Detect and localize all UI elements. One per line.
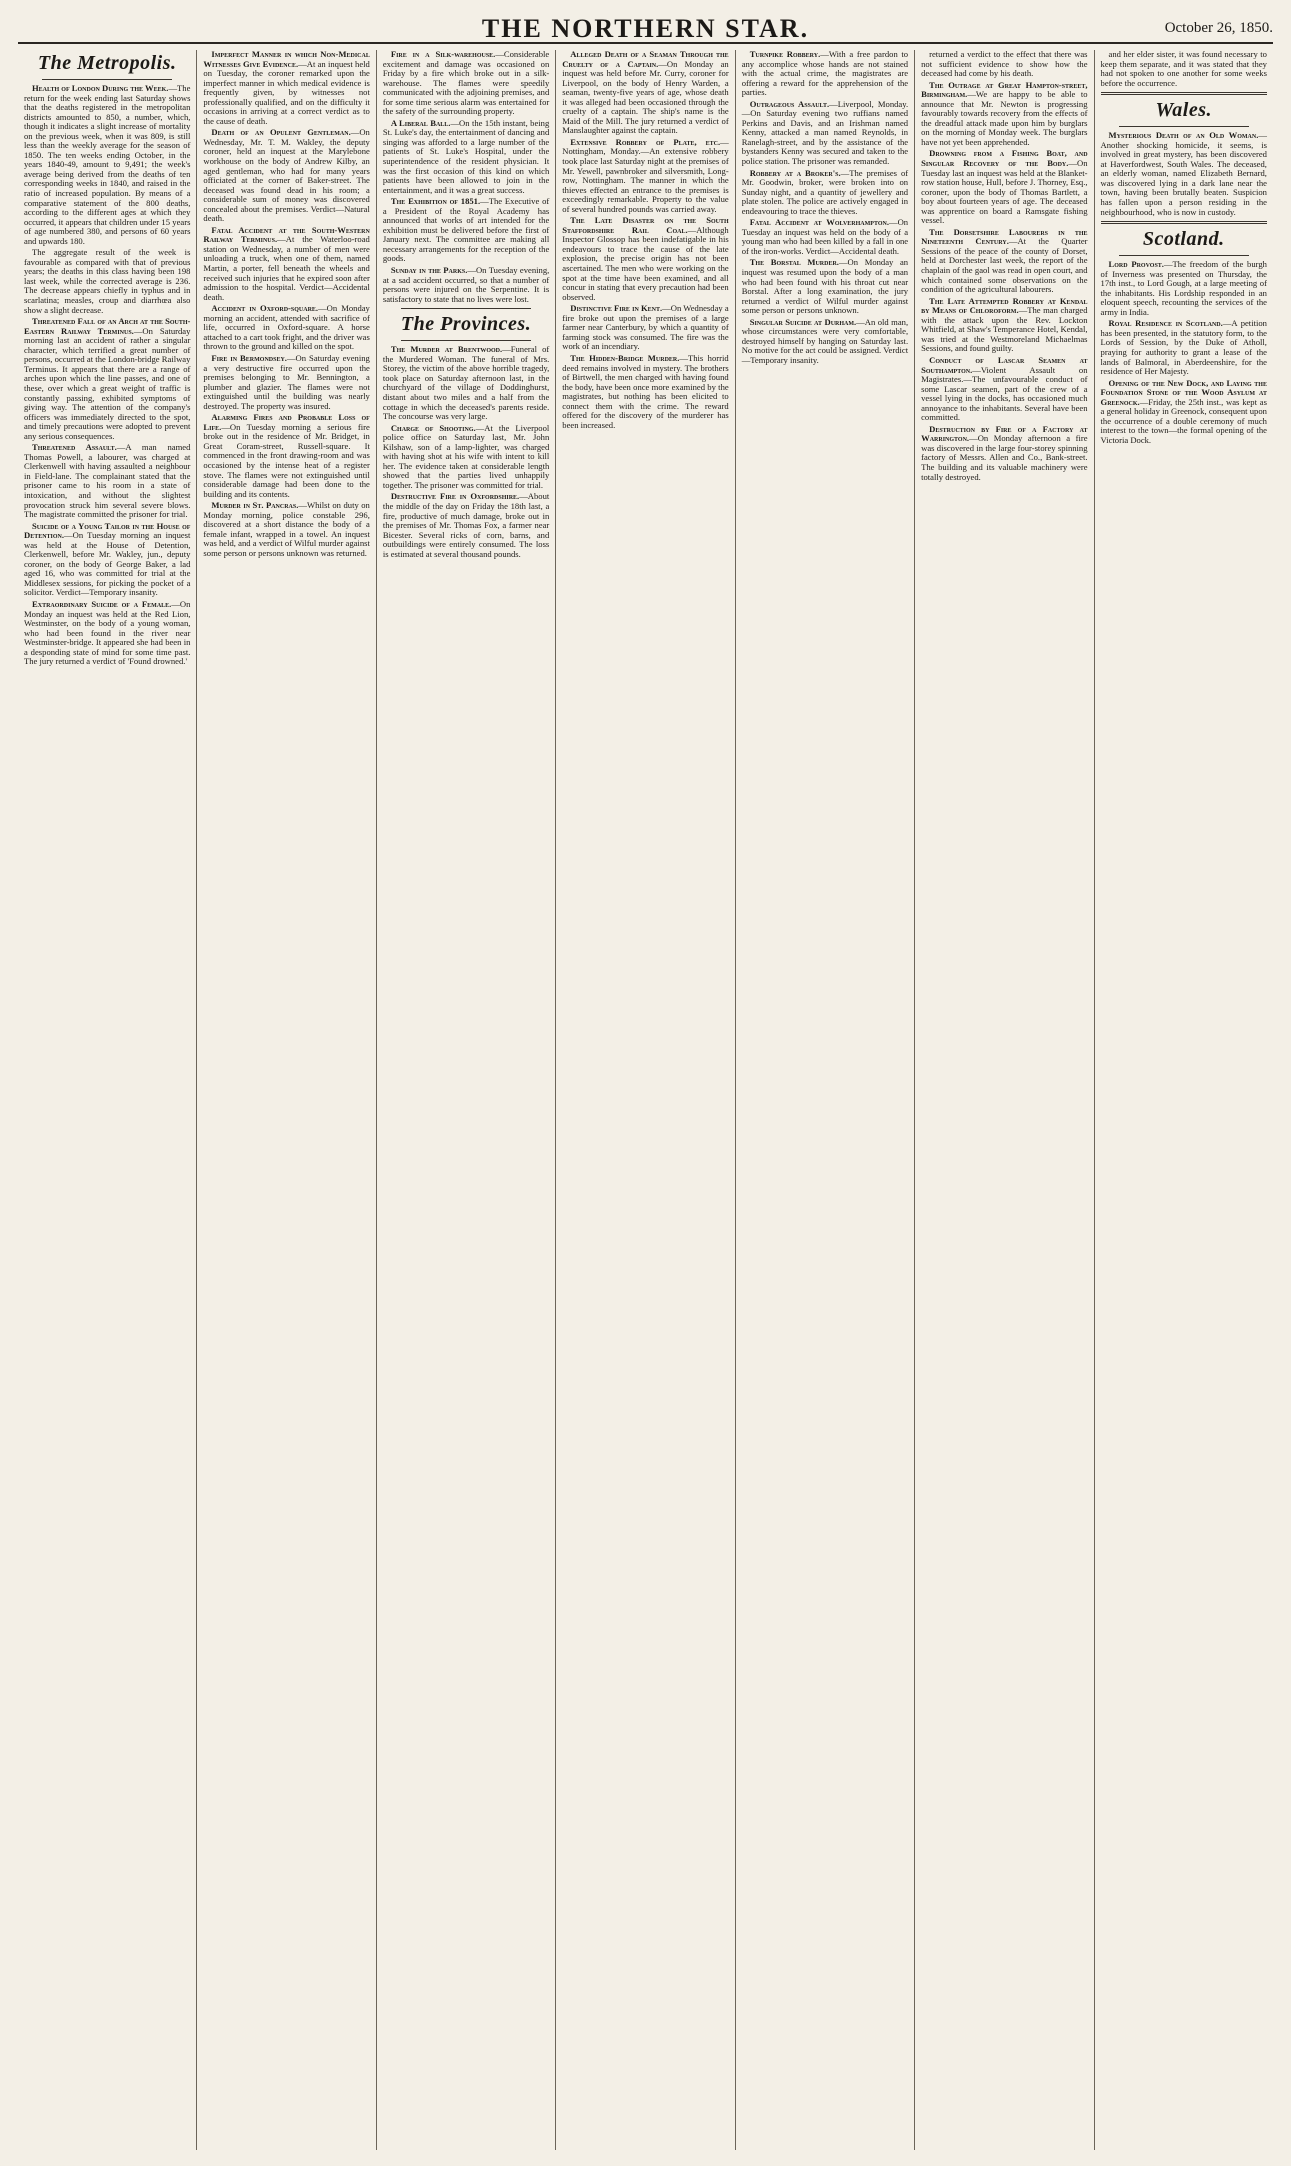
article-paragraph — [203, 128, 369, 223]
divider — [401, 340, 531, 341]
columns — [18, 50, 1273, 2150]
article-headline: Fire in a Silk-warehouse. — [390, 50, 496, 59]
article-headline: Royal Residence in Scotland. — [1108, 318, 1223, 329]
article-headline: The Hidden-Bridge Murder. — [570, 352, 680, 363]
article-paragraph — [921, 50, 1087, 79]
article-paragraph — [203, 354, 369, 411]
article-body: —Nottingham, Monday.—An extensive robbery took place last Saturday night at the premises of Mr. Yewell, pawnbroker and silversmith, Long-row, Nottingham. The manner in which the thieves effected an entrance to the premises is exceedingly remarkable. Property to the value of several hundred pounds was carried away. — [562, 136, 729, 214]
article-paragraph — [203, 501, 369, 558]
section-heading-scotland: Scotland. — [1142, 228, 1225, 251]
article-body: —The premises of Mr. Goodwin, broker, were broken into on Sunday night, and a quantity of jewellery and plate stolen. The police are actively engaged in endeavouring to trace the thieves. — [741, 167, 909, 216]
article-body: —On Tuesday morning an inquest was held at the House of Detention, Clerkenwell, before Mr. Wakley, jun., deputy coroner, on the body of George Baker, a lad aged 16, who was committed for trial at the Middlesex sessions, for picking the pocket of a solicitor. Verdict—Temporary insanity. — [24, 530, 191, 598]
article-headline: Destructive Fire in Oxfordshire. — [390, 491, 520, 502]
article-headline: Robbery at a Broker's. — [749, 167, 841, 178]
article-body: —Violent Assault on Magistrates.—The unfavourable conduct of some Lascar seamen, part of the crew of a vessel lying in the docks, has occasioned much annoyance to the inhabitants. Several have been committed. — [921, 364, 1088, 423]
article-paragraph — [562, 138, 728, 214]
article-paragraph — [562, 50, 728, 136]
section-heading-wales: Wales. — [1155, 99, 1212, 122]
article-body: —An old man, whose circumstances were very comfortable, destroyed himself by hanging on Saturday last. No motive for the act could be assigned. Verdict—Temporary insanity. — [741, 316, 909, 365]
article-body: —On Monday morning an accident, attended with sacrifice of life, occurred in Oxford-square. A horse attached to a cart took fright, and the driver was thrown to the ground and killed on the spot. — [203, 303, 370, 352]
article-body: —On Wednesday, Mr. T. M. Wakley, the deputy coroner, held an inquest at the Marylebone workhouse on the body of Andrew Kilby, an aged gentleman, who had for many years officiated at the corner of Baker-street. The deceased was found dead in his room; a considerable sum of money was discovered concealed about the premises. Verdict—Natural death. — [203, 127, 370, 224]
article-paragraph — [24, 600, 190, 667]
article-headline: The Borstal Murder. — [749, 257, 839, 268]
article-headline: The Dorsetshire Labourers in the Nineteenth Century. — [921, 226, 1088, 247]
article-headline: Murder in St. Pancras. — [211, 500, 299, 511]
article-paragraph — [24, 84, 190, 246]
article-paragraph — [1101, 319, 1267, 376]
article-body: —Although Inspector Glossop has been indefatigable in his endeavours to trace the cause of the late explosion, the precise origin has not been ascertained. The men who were working on the spot at the time have been examined, and all concur in stating that every precaution had been observed. — [562, 224, 729, 302]
article-headline: Death of an Opulent Gentleman. — [211, 127, 351, 138]
article-body: —On Tuesday evening, at a sad accident occurred, so that a number of persons were injured on the Serpentine. It is satisfactory to state that no lives were lost. — [382, 265, 550, 304]
article-body: —We are happy to be able to announce that Mr. Newton is progressing favourably towards recovery from the effects of the dreadful attack made upon him by burglars on the morning of Monday week. The burglars have not yet been apprehended. — [921, 89, 1088, 147]
article-paragraph — [742, 218, 908, 256]
article-body: —On Saturday morning last an accident of rather a singular character, which terrified a great number of persons, occurred at the London-bridge Railway Terminus. It appears that there are a range of arches upon which the line passes, and one of these, over which a great weight of traffic is constantly passing, exhibited symptoms of giving way. The attention of the company's officers was immediately directed to the spot, and timely precautions were adopted to prevent any serious consequences. — [24, 325, 191, 441]
article-paragraph — [383, 197, 549, 264]
issue-date: October 26, 1850. — [1164, 20, 1273, 36]
article-body: —On Monday an inquest was held at the Red Lion, Westminster, on the body of a young woman, who had been found in the river near Westminster-bridge. It appeared she had been in a desponding state of mind for some time past. The jury returned a verdict of 'Found drowned.' — [24, 598, 191, 667]
column-6 — [915, 50, 1094, 2150]
article-headline: Charge of Shooting. — [390, 422, 476, 433]
article-headline: Fatal Accident at Wolverhampton. — [749, 217, 889, 228]
article-body: —At the Quarter Sessions of the peace of the county of Dorset, held at Dorchester last week, the report of the chaplain of the gaol was read in open court, and which contained some observations on the condition of the agricultural labourers. — [921, 236, 1088, 295]
article-body: —Funeral of the Murdered Woman. The funeral of Mrs. Storey, the victim of the above horrible tragedy, took place on Saturday afternoon last, in the churchyard of the village of Doddinghurst, distant about two miles and a half from the cottage in which the deceased's parents reside. The concourse was very large. — [382, 344, 550, 422]
article-body: —On Monday an inquest was held before Mr. Curry, coroner for Liverpool, on the body of Henry Warden, a seaman, twenty-five years of age, whose death it was alleged had been occasioned through the cruelty of a captain. The ship's name is the Maid of the Mill. The jury returned a verdict of Manslaughter against the captain. — [562, 58, 729, 136]
article-body: The aggregate result of the week is favourable as compared with that of previous years; the deaths in this class having been 198 last week, while the corrected average is 236. The decrease appears chiefly in typhus and in scarlatina; measles, croup and diarrhœa also show a slight decrease. — [24, 247, 191, 315]
article-body: —A man named Thomas Powell, a labourer, was charged at Clerkenwell with having assaulted a neighbour in Field-lane. The complainant stated that the prisoner came to his room in a state of intoxication, and without the slightest provocation struck him several severe blows. The magistrate committed the prisoner for trial. — [24, 442, 191, 520]
column-7 — [1095, 50, 1273, 2150]
article-headline: Extensive Robbery of Plate, etc. — [570, 136, 721, 147]
article-paragraph — [742, 318, 908, 366]
article-paragraph — [742, 100, 908, 167]
article-paragraph — [203, 413, 369, 499]
article-headline: The Murder at Brentwood. — [390, 344, 503, 355]
article-paragraph — [742, 50, 908, 98]
column-4 — [556, 50, 735, 2150]
article-body: —Friday, the 25th inst., was kept as a general holiday in Greenock, consequent upon the occurrence of a double ceremony of much interest to the town—the formal opening of the Victoria Dock. — [1100, 396, 1267, 445]
article-paragraph — [203, 304, 369, 352]
article-body: —Considerable excitement and damage was occasioned on Friday by a fire which broke out in a silk-warehouse. The flames were speedily communicated with the adjoining premises, and for some time serious alarm was entertained for the safety of the surrounding property. — [382, 50, 550, 117]
masthead — [18, 14, 1273, 44]
divider — [401, 308, 531, 309]
article-paragraph — [383, 492, 549, 559]
article-headline: Lord Provost. — [1108, 259, 1164, 270]
article-paragraph — [562, 354, 728, 430]
article-paragraph — [742, 258, 908, 315]
article-paragraph — [383, 345, 549, 421]
column-2 — [197, 50, 376, 2150]
article-body: —The Executive of a President of the Royal Academy has announced that works of art intended for the exhibition must be delivered before the first of January next. The committee are making all necessary arrangements for the reception of the goods. — [382, 196, 550, 264]
article-body: —On the 15th instant, being St. Luke's day, the entertainment of dancing and singing was afforded to a large number of the patients of St. Luke's Hospital, under the superintendence of the resident physician. It was the first occasion of this kind on which patients have been allowed to join in the entertainment, and it was a great success. — [382, 117, 550, 195]
article-body: —Another shocking homicide, it seems, is involved in great mystery, has been discovered at Haverfordwest, South Wales. The deceased, an elderly woman, named Elizabeth Bernard, was discovered lying in a dark lane near the town, having been brutally beaten. Suspicion has fallen upon a person residing in the neighbourhood, who is now in custody. — [1100, 130, 1267, 217]
article-paragraph — [24, 248, 190, 315]
article-body: —On Tuesday last an inquest was held at the Blanket-row station house, Hull, before J. Thorney, Esq., coroner, upon the body of Thomas Bartlett, a boy about fourteen years of age. The deceased was apprentice on board a Ramsgate fishing vessel. — [921, 158, 1088, 226]
article-headline: The Exhibition of 1851. — [390, 196, 481, 207]
column-1 — [18, 50, 197, 2150]
article-body: —Liverpool, Monday.—On Saturday evening two ruffians named Perkins and Davis, and an Irishman named Kenny, attacked a man named Reynolds, in Ranelagh-street, and by the assistance of the bystanders Kenny was secured and taken to the police station. The prisoner was remanded. — [741, 98, 909, 167]
article-body: —At an inquest held on Tuesday, the coroner remarked upon the imperfect manner in which medical evidence is frequently given, by witnesses not professionally qualified, and on the difficulty it occasions in arriving at a correct verdict as to the cause of death. — [203, 58, 370, 126]
article-body: returned a verdict to the effect that there was not sufficient evidence to show how the deceased had come by his death. — [921, 50, 1088, 79]
article-body: —This horrid deed remains involved in mystery. The brothers of Birtwell, the men charged with having found the body, have been once more examined by the magistrates, but nothing has been elicited to connect them with the crime. The reward offered for the discovery of the murderer has been increased. — [562, 352, 729, 430]
article-paragraph — [24, 443, 190, 519]
article-headline: Threatened Fall of an Arch at the South-Eastern Railway Terminus. — [24, 316, 191, 336]
divider — [42, 79, 172, 80]
article-headline: Extraordinary Suicide of a Female. — [32, 598, 172, 609]
article-body: —About the middle of the day on Friday the 18th last, a fire, productive of much damage, broke out in the premises of Mr. Thomas Fox, a farmer near Bicester. Several ricks of corn, barns, and outbuildings were entirely consumed. The loss is estimated at several thousand pounds. — [382, 491, 550, 559]
article-headline: Outrageous Assault. — [749, 98, 830, 109]
article-body: —The man charged with the attack upon the Rev. Lockton Whitfield, at Shaw's Temperance Hotel, Kendal, was tried at the Westmoreland Michaelmas Sessions, and found guilty. — [921, 305, 1088, 354]
article-body: —On Monday afternoon a fire was discovered in the large four-storey spinning factory of Messrs. Allen and Co., Bank-street. The building and its valuable machinery were totally destroyed. — [921, 433, 1088, 482]
article-paragraph — [921, 297, 1087, 354]
article-paragraph — [383, 119, 549, 195]
article-paragraph — [742, 169, 908, 217]
newspaper-title: THE NORTHERN STAR. — [481, 14, 810, 43]
article-body: —On Tuesday an inquest was held on the body of a young man who had been killed by a fall in one of the iron-works. Verdict—Accidental death. — [741, 217, 909, 256]
article-paragraph — [921, 425, 1087, 482]
article-paragraph — [1101, 260, 1267, 317]
article-headline: Suicide of a Young Tailor in the House of Detention. — [24, 520, 191, 541]
article-paragraph — [921, 356, 1087, 423]
article-headline: Sunday in the Parks. — [390, 265, 468, 276]
article-body: —At the Waterloo-road station on Wednesday, a number of men were unloading a truck, when one of them, named Martin, a porter, fell beneath the wheels and received such injuries that he expired soon after admission to the hospital. Verdict—Accidental death. — [203, 234, 370, 302]
article-headline: The Late Attempted Robbery at Kendal by Means of Chloroform. — [921, 295, 1088, 316]
article-paragraph — [562, 216, 728, 302]
article-paragraph — [1101, 50, 1267, 88]
article-paragraph — [383, 424, 549, 491]
divider — [1101, 221, 1267, 224]
article-paragraph — [1101, 379, 1267, 446]
article-headline: Distinctive Fire in Kent. — [570, 303, 663, 314]
column-3 — [377, 50, 556, 2150]
column-5 — [736, 50, 915, 2150]
article-headline: Fatal Accident at the South-Western Railway Terminus. — [203, 224, 370, 245]
article-body: —The return for the week ending last Saturday shows that the deaths registered in the metropolitan districts amounted to 850, a number, which, though it indicates a slight increase of mortality on the previous week, when it was 809, is still less than the weekly average for the season of 1850. The ten weeks ending October, in the years 1840-49, amount to 9,491; the week's average being derived from the deaths of ten corresponding weeks in 1840, and raised in the ratio of increased population. By means of a comparative statement of the 800 deaths, according to the different ages at which they occurred, it appears that children under 15 years of age numbered 380, and persons of 60 years and upwards 180. — [24, 83, 191, 246]
article-headline: Fire in Bermondsey. — [211, 352, 287, 363]
article-body: and her elder sister, it was found necessary to keep them separate, and it was stated that they had not spoken to one another for some weeks before the occurrence. — [1100, 50, 1267, 88]
article-body: —The freedom of the burgh of Inverness was presented on Thursday, the 17th inst., to Lord Gough, at a large meeting of the inhabitants. His Lordship responded in an eloquent speech, recounting the services of the army in India. — [1100, 259, 1267, 317]
article-body: —On Saturday evening a very destructive fire occurred upon the premises belonging to Mr. Bennington, a plumber and glazier. The flames were not extinguished until the building was nearly destroyed. The property was insured. — [203, 352, 370, 411]
article-headline: Destruction by Fire of a Factory at Warrington. — [921, 423, 1088, 444]
article-body: —A petition has been presented, in the statutory form, to the Lords of Session, by the Duke of Atholl, praying for authority to grant a lease of the lands of Balmoral, in Aberdeenshire, for the residence of Her Majesty. — [1100, 318, 1267, 377]
article-paragraph — [203, 50, 369, 126]
article-headline: Turnpike Robbery. — [749, 50, 821, 59]
article-paragraph — [921, 228, 1087, 295]
article-headline: A Liberal Ball. — [390, 117, 451, 128]
article-paragraph — [24, 522, 190, 598]
article-headline: Accident in Oxford-square. — [211, 303, 319, 314]
article-paragraph — [203, 226, 369, 302]
article-body: —On Tuesday morning a serious fire broke out in the residence of Mr. Bridget, in Great Coram-street, Russell-square. It commenced in the front drawing-room and was occasioned by the intense heat of a register stove. The flames were not extinguished until considerable damage had been done to the building and its contents. — [203, 421, 370, 499]
article-paragraph — [921, 149, 1087, 225]
article-paragraph — [562, 304, 728, 352]
article-paragraph — [383, 266, 549, 304]
article-headline: Conduct of Lascar Seamen at Southampton. — [921, 354, 1088, 375]
article-body: —On Wednesday a fire broke out upon the premises of a large farmer near Canterbury, by which a quantity of farming stock was consumed. The fire was the work of an incendiary. — [562, 303, 729, 352]
section-heading-metropolis: The Metropolis. — [37, 52, 177, 74]
article-body: —On Monday an inquest was resumed upon the body of a man who had been found with his throat cut near Borstal. After a long examination, the jury returned a verdict of Wilful murder against some person or persons unknown. — [741, 257, 909, 316]
article-headline: The Late Disaster on the South Staffordshire Rail Coal. — [562, 215, 729, 235]
article-headline: Health of London During the Week. — [32, 83, 169, 93]
section-heading-provinces: The Provinces. — [400, 313, 532, 336]
article-paragraph — [921, 81, 1087, 148]
divider — [1119, 255, 1249, 256]
article-paragraph — [383, 50, 549, 117]
article-headline: Opening of the New Dock, and Laying the Foundation Stone of the Wood Asylum at Greenock. — [1100, 377, 1267, 407]
divider — [1119, 126, 1249, 127]
article-headline: Mysterious Death of an Old Woman. — [1108, 130, 1259, 141]
article-paragraph — [24, 317, 190, 441]
article-headline: Threatened Assault. — [32, 442, 117, 453]
article-headline: Drowning from a Fishing Boat, and Singular Recovery of the Body. — [921, 148, 1088, 169]
divider — [1101, 92, 1267, 95]
article-headline: Imperfect Manner in which Non-Medical Witnesses Give Evidence. — [203, 50, 370, 69]
article-body: —With a free pardon to any accomplice whose hands are not stained with the actual crime, the magistrates are offering a reward for the apprehension of the parties. — [741, 50, 909, 98]
article-body: —Whilst on duty on Monday morning, police constable 296, discovered at a short distance the body of a female infant, wrapped in a towel. An inquest was held, and a verdict of Wilful murder against some person or persons unknown was returned. — [203, 500, 370, 558]
article-headline: Alleged Death of a Seaman Through the Cruelty of a Captain. — [562, 50, 729, 69]
article-headline: Alarming Fires and Probable Loss of Life. — [203, 412, 370, 432]
article-headline: Singular Suicide at Durham. — [749, 316, 857, 327]
article-body: —At the Liverpool police office on Saturday last, Mr. John Kilshaw, son of a lamp-lighter, was charged with having shot at his wife with intent to kill her. The evidence taken at considerable length showed that the parties lived unhappily together. The prisoner was committed for trial. — [382, 422, 550, 490]
article-headline: The Outrage at Great Hampton-street, Birmingham. — [921, 79, 1088, 100]
article-paragraph — [1101, 131, 1267, 217]
